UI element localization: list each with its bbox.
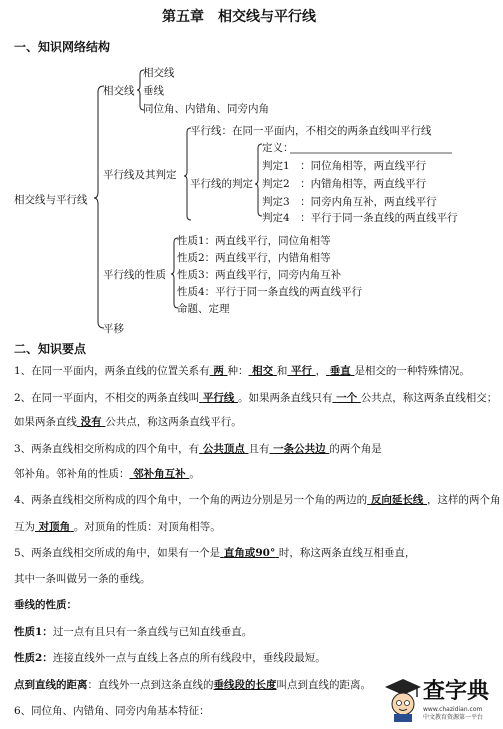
distance-definition: 点到直线的距离：直线外一点到这条直线的垂线段的长度叫点到直线的距离。 — [14, 679, 371, 691]
tree-leaf: 性质1：两直线平行，同位角相等 — [177, 235, 331, 247]
point-6: 6、同位角、内错角、同旁内角基本特征： — [14, 705, 210, 717]
point-4: 4、两条直线相交所构成的四个角中，一个角的两边分别是另一个角的两边的 反向延长线 ，这样的两个角 — [14, 494, 501, 506]
tree-leaf: 判定3 ：同旁内角互补，两直线平行 — [262, 196, 437, 208]
tree-leaf: 判定2 ：内错角相等，两直线平行 — [262, 178, 427, 190]
tree-leaf: 相交线 — [143, 67, 175, 79]
tree-leaf: 定义： — [262, 142, 294, 154]
point-1: 1、在同一平面内，两条直线的位置关系有 两 种： 相交 和 平行 ， 垂直 是相交的一种特殊情况。 — [14, 365, 470, 377]
logo-slogan: 中文教育资源第一平台 — [423, 714, 484, 721]
property-1: 性质1：过一点有且只有一条直线与已知直线垂直。 — [14, 626, 253, 638]
point-4-cont: 互为 对顶角 。对顶角的性质：对顶角相等。 — [14, 521, 221, 533]
section-heading-points: 二、知识要点 — [14, 342, 87, 356]
tree-branch-parallel: 平行线及其判定 — [103, 169, 177, 181]
tree-root: 相交线与平行线 — [14, 194, 88, 206]
point-3-cont: 邻补角。邻补角的性质： 邻补角互补 。 — [14, 468, 200, 480]
point-3: 3、两条直线相交所构成的四个角中，有 公共顶点 且有 一条公共边 的两个角是 — [14, 443, 382, 455]
logo-url: www.chazidian.com — [423, 706, 483, 713]
tree-leaf: 性质2：两直线平行，内错角相等 — [177, 252, 331, 264]
point-5-cont: 其中一条叫做另一条的垂线。 — [14, 573, 151, 585]
tree-branch-properties: 平行线的性质 — [103, 269, 166, 281]
tree-branch-translation: 平移 — [103, 323, 124, 335]
point-2-cont: 如果两条直线 没有 公共点，称这两条直线平行。 — [14, 416, 242, 428]
tree-leaf: 判定4 ：平行于同一条直线的两直线平行 — [262, 212, 458, 224]
tree-leaf: 性质4：平行于同一条直线的两直线平行 — [177, 286, 363, 298]
page-title: 第五章 相交线与平行线 — [162, 9, 316, 25]
tree-leaf: 同位角、内错角、同旁内角 — [143, 103, 269, 115]
tree-leaf: 平行线：在同一平面内，不相交的两条直线叫平行线 — [190, 125, 432, 137]
tree-leaf: 命题、定理 — [177, 303, 230, 315]
property-2: 性质2：连接直线外一点与直线上各点的所有线段中，垂线段最短。 — [14, 652, 326, 664]
perpendicular-properties-title: 垂线的性质： — [14, 599, 77, 611]
tree-leaf: 垂线 — [143, 85, 164, 97]
logo-text: 查字典 — [423, 679, 490, 704]
chazidian-logo — [383, 675, 501, 725]
point-2: 2、在同一平面内，不相交的两条直线叫 平行线 。如果两条直线只有 一个 公共点，称这两条直线相交； — [14, 392, 498, 404]
tree-leaf: 性质3：两直线平行，同旁内角互补 — [177, 269, 342, 281]
mascot-icon — [383, 677, 423, 723]
tree-branch-judge: 平行线的判定 — [190, 178, 253, 190]
section-heading-structure: 一、知识网络结构 — [14, 40, 111, 54]
tree-branch-intersecting: 相交线 — [103, 85, 135, 97]
tree-leaf: 判定1 ：同位角相等，两直线平行 — [262, 160, 427, 172]
point-5: 5、两条直线相交所成的角中，如果有一个是 直角或90° 时，称这两条直线互相垂直， — [14, 547, 416, 559]
